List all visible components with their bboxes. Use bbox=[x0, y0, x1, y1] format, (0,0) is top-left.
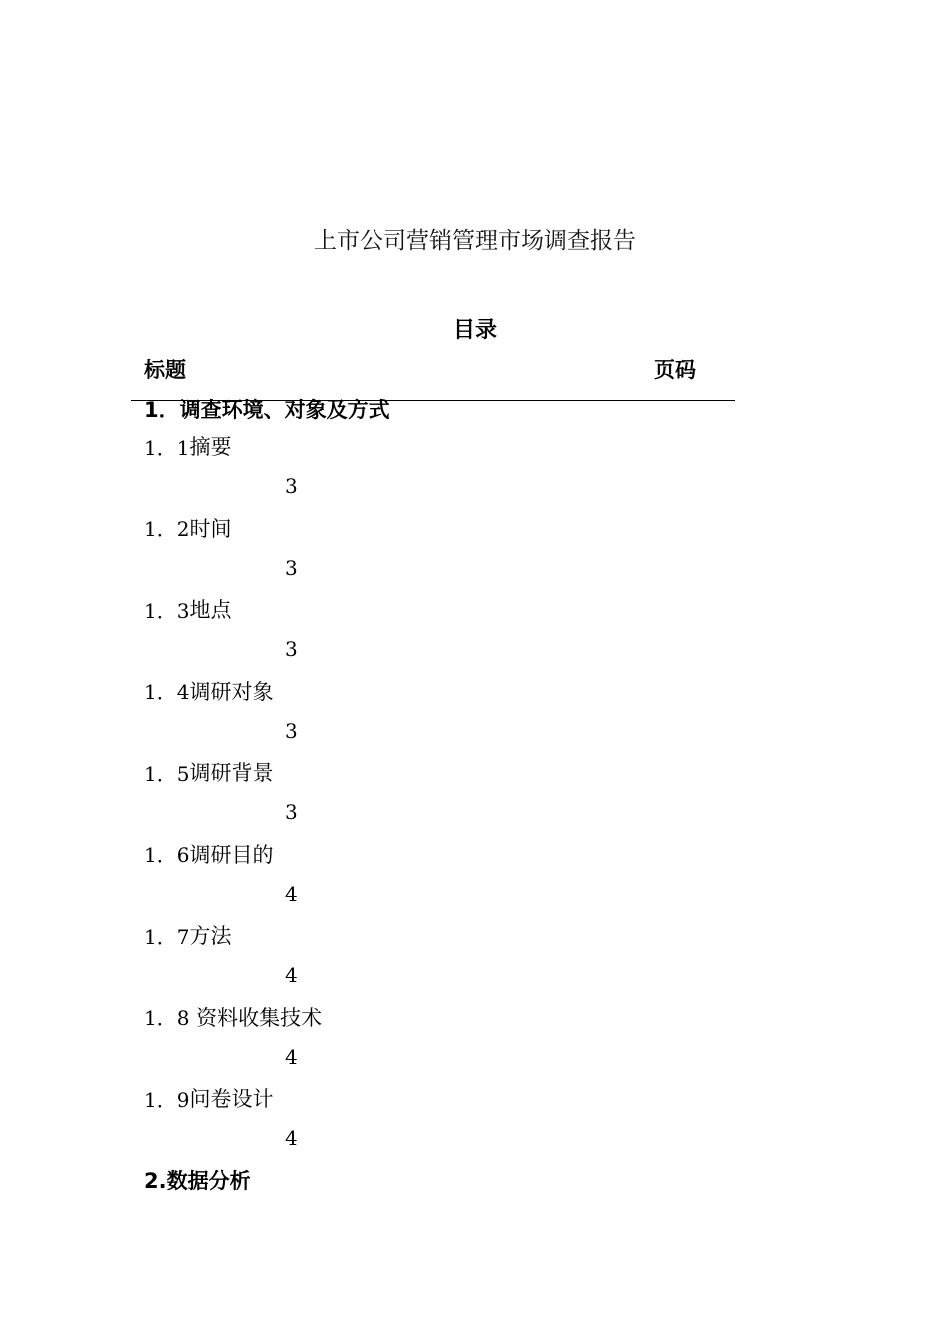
toc-leader-dots bbox=[245, 920, 806, 950]
toc-entry-number: 1．5 bbox=[144, 761, 190, 786]
toc-column-header-title: 标题 bbox=[144, 358, 186, 382]
toc-entry-label: 地点 bbox=[189, 598, 232, 622]
toc-leader-dots bbox=[245, 431, 806, 461]
toc-leader-dots bbox=[144, 634, 285, 664]
toc-entry-number: 1．4 bbox=[144, 680, 190, 704]
toc-entry-page: 3 bbox=[285, 555, 298, 580]
toc-leader-dots bbox=[144, 716, 285, 746]
toc-entry-page: 4 bbox=[285, 1044, 298, 1069]
toc-entry-number: 1．8 bbox=[144, 1006, 190, 1030]
toc-leader-dots bbox=[144, 960, 285, 990]
toc-leader-dots bbox=[287, 1083, 806, 1113]
toc-entry[interactable] bbox=[144, 594, 806, 676]
toc-entry-label: 时间 bbox=[189, 516, 232, 541]
toc-entry-page: 4 bbox=[285, 881, 298, 906]
toc-entry-label: 调研目的 bbox=[189, 842, 274, 867]
toc-leader-dots bbox=[344, 1002, 806, 1032]
toc-entry[interactable] bbox=[144, 676, 806, 758]
toc-leader-dots bbox=[144, 879, 285, 909]
toc-entry-number: 1．2 bbox=[144, 517, 190, 541]
toc-entry-page: 4 bbox=[285, 963, 298, 987]
toc-entry-page: 3 bbox=[285, 474, 298, 498]
toc-entry-label: 调研对象 bbox=[189, 679, 274, 704]
toc-entry-number: 1．7 bbox=[144, 924, 190, 949]
toc-entry-page: 3 bbox=[285, 800, 298, 824]
document-title: 上市公司营销管理市场调查报告 bbox=[314, 228, 636, 254]
toc-entry[interactable] bbox=[144, 513, 806, 595]
toc-entry[interactable] bbox=[144, 1083, 806, 1165]
toc-leader-dots bbox=[269, 594, 806, 624]
toc-entry[interactable] bbox=[144, 920, 806, 1002]
toc-entry-number: 1．9 bbox=[144, 1087, 190, 1112]
toc-entry-label: 摘要 bbox=[189, 435, 232, 459]
toc-leader-dots bbox=[144, 553, 285, 583]
toc-leader-dots bbox=[144, 1123, 285, 1153]
toc-entry[interactable] bbox=[144, 431, 806, 513]
toc-entry-label: 方法 bbox=[189, 924, 232, 948]
toc-leader-dots bbox=[287, 757, 806, 787]
toc-leader-dots bbox=[245, 513, 806, 543]
toc-leader-dots bbox=[287, 839, 806, 869]
toc-entry-number: 1．6 bbox=[144, 843, 190, 867]
toc-entry-number: 1．3 bbox=[144, 598, 190, 623]
toc-leader-dots bbox=[144, 1042, 285, 1072]
toc-column-header-page: 页码 bbox=[654, 358, 696, 382]
toc-entry[interactable] bbox=[144, 1002, 806, 1084]
toc-leader-dots bbox=[144, 471, 285, 501]
toc-leader-dots bbox=[287, 676, 806, 706]
toc-entry-label: 调研背景 bbox=[189, 761, 274, 785]
toc-entry-label: 资料收集技术 bbox=[189, 1005, 323, 1030]
toc-entry-page: 4 bbox=[285, 1126, 298, 1150]
toc-leader-dots bbox=[144, 797, 285, 827]
toc-heading: 目录 bbox=[452, 318, 497, 343]
toc-entry-page: 3 bbox=[285, 637, 298, 661]
toc-entry-number: 1．1 bbox=[144, 435, 190, 460]
toc-entry[interactable] bbox=[144, 757, 806, 839]
toc-section-heading: 2.数据分析 bbox=[144, 1169, 251, 1193]
toc-section-heading: 1．调查环境、对象及方式 bbox=[144, 398, 390, 422]
toc-entry[interactable] bbox=[144, 839, 806, 921]
toc-entry-page: 3 bbox=[285, 718, 298, 743]
toc-entry-label: 问卷设计 bbox=[189, 1087, 274, 1111]
